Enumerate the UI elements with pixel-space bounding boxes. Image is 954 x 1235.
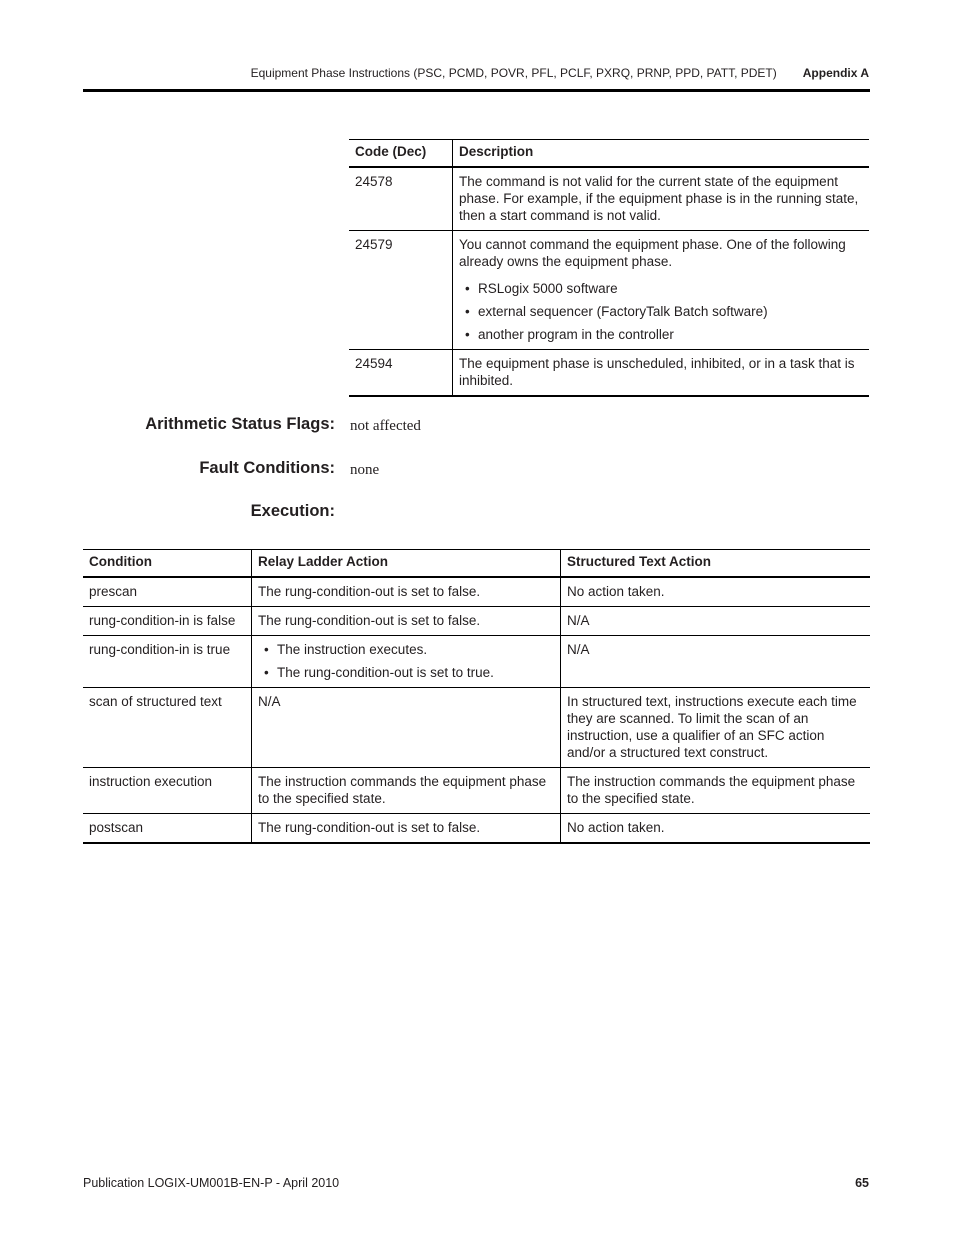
description-cell: The command is not valid for the current state of the equipment phase. For example, if the equipment phase is in the running state, then a start command is not valid. xyxy=(453,167,870,231)
owner-list xyxy=(459,280,863,343)
relay-action-cell: The rung-condition-out is set to false. xyxy=(252,577,561,607)
condition-cell: scan of structured text xyxy=(83,688,252,768)
list-item: • The rung-condition-out is set to true. xyxy=(258,664,554,681)
execution-table xyxy=(83,549,870,844)
fault-conditions-value: none xyxy=(350,462,380,478)
relay-action-cell: N/A xyxy=(252,688,561,768)
table-header-row xyxy=(349,140,869,168)
table-row xyxy=(83,577,870,607)
error-codes-table xyxy=(349,139,869,397)
st-action-cell: No action taken. xyxy=(561,814,871,844)
table-row xyxy=(83,636,870,688)
column-header: Structured Text Action xyxy=(561,550,871,578)
page-header xyxy=(251,66,869,80)
code-cell: 24578 xyxy=(349,167,453,231)
table-header-row xyxy=(83,550,870,578)
execution-label: Execution: xyxy=(250,502,335,520)
list-item: • external sequencer (FactoryTalk Batch software) xyxy=(459,303,863,320)
table-row xyxy=(349,231,869,350)
arithmetic-flags-label: Arithmetic Status Flags: xyxy=(145,415,335,433)
table-row xyxy=(83,688,870,768)
condition-cell: rung-condition-in is false xyxy=(83,607,252,636)
fault-conditions-label: Fault Conditions: xyxy=(199,459,335,477)
list-item: • RSLogix 5000 software xyxy=(459,280,863,297)
description-cell: The equipment phase is unscheduled, inhibited, or in a task that is inhibited. xyxy=(453,350,870,397)
list-item: • The instruction executes. xyxy=(258,641,554,658)
header-title: Equipment Phase Instructions (PSC, PCMD, POVR, PFL, PCLF, PXRQ, PRNP, PPD, PATT, PDET) xyxy=(250,66,777,80)
relay-action-cell: The rung-condition-out is set to false. xyxy=(252,814,561,844)
column-header: Description xyxy=(453,140,870,168)
condition-cell: instruction execution xyxy=(83,768,252,814)
code-cell: 24579 xyxy=(349,231,453,350)
table-row xyxy=(83,814,870,844)
header-rule xyxy=(83,89,870,92)
table-row xyxy=(83,768,870,814)
st-action-cell: The instruction commands the equipment phase to the specified state. xyxy=(561,768,871,814)
table-row xyxy=(349,167,869,231)
relay-action-cell xyxy=(252,636,561,688)
st-action-cell: N/A xyxy=(561,607,871,636)
column-header: Relay Ladder Action xyxy=(252,550,561,578)
st-action-cell: No action taken. xyxy=(561,577,871,607)
relay-action-cell: The instruction commands the equipment phase to the specified state. xyxy=(252,768,561,814)
appendix-label: Appendix A xyxy=(802,66,869,80)
arithmetic-flags-value: not affected xyxy=(350,418,421,434)
list-item: • another program in the controller xyxy=(459,326,863,343)
condition-cell: rung-condition-in is true xyxy=(83,636,252,688)
publication-footer: Publication LOGIX-UM001B-EN-P - April 2010 xyxy=(83,1176,340,1190)
table-row xyxy=(349,350,869,397)
code-cell: 24594 xyxy=(349,350,453,397)
description-cell xyxy=(453,231,870,350)
relay-action-list xyxy=(258,641,554,681)
column-header: Code (Dec) xyxy=(349,140,453,168)
condition-cell: postscan xyxy=(83,814,252,844)
st-action-cell: In structured text, instructions execute each time they are scanned. To limit the scan of an instruction, use a qualifier of an SFC action and/or a structured text construct. xyxy=(561,688,871,768)
table-row xyxy=(83,607,870,636)
condition-cell: prescan xyxy=(83,577,252,607)
relay-action-cell: The rung-condition-out is set to false. xyxy=(252,607,561,636)
column-header: Condition xyxy=(83,550,252,578)
page-number: 65 xyxy=(855,1176,869,1190)
st-action-cell: N/A xyxy=(561,636,871,688)
description-text: You cannot command the equipment phase. One of the following already owns the equipment phase. xyxy=(459,237,846,269)
